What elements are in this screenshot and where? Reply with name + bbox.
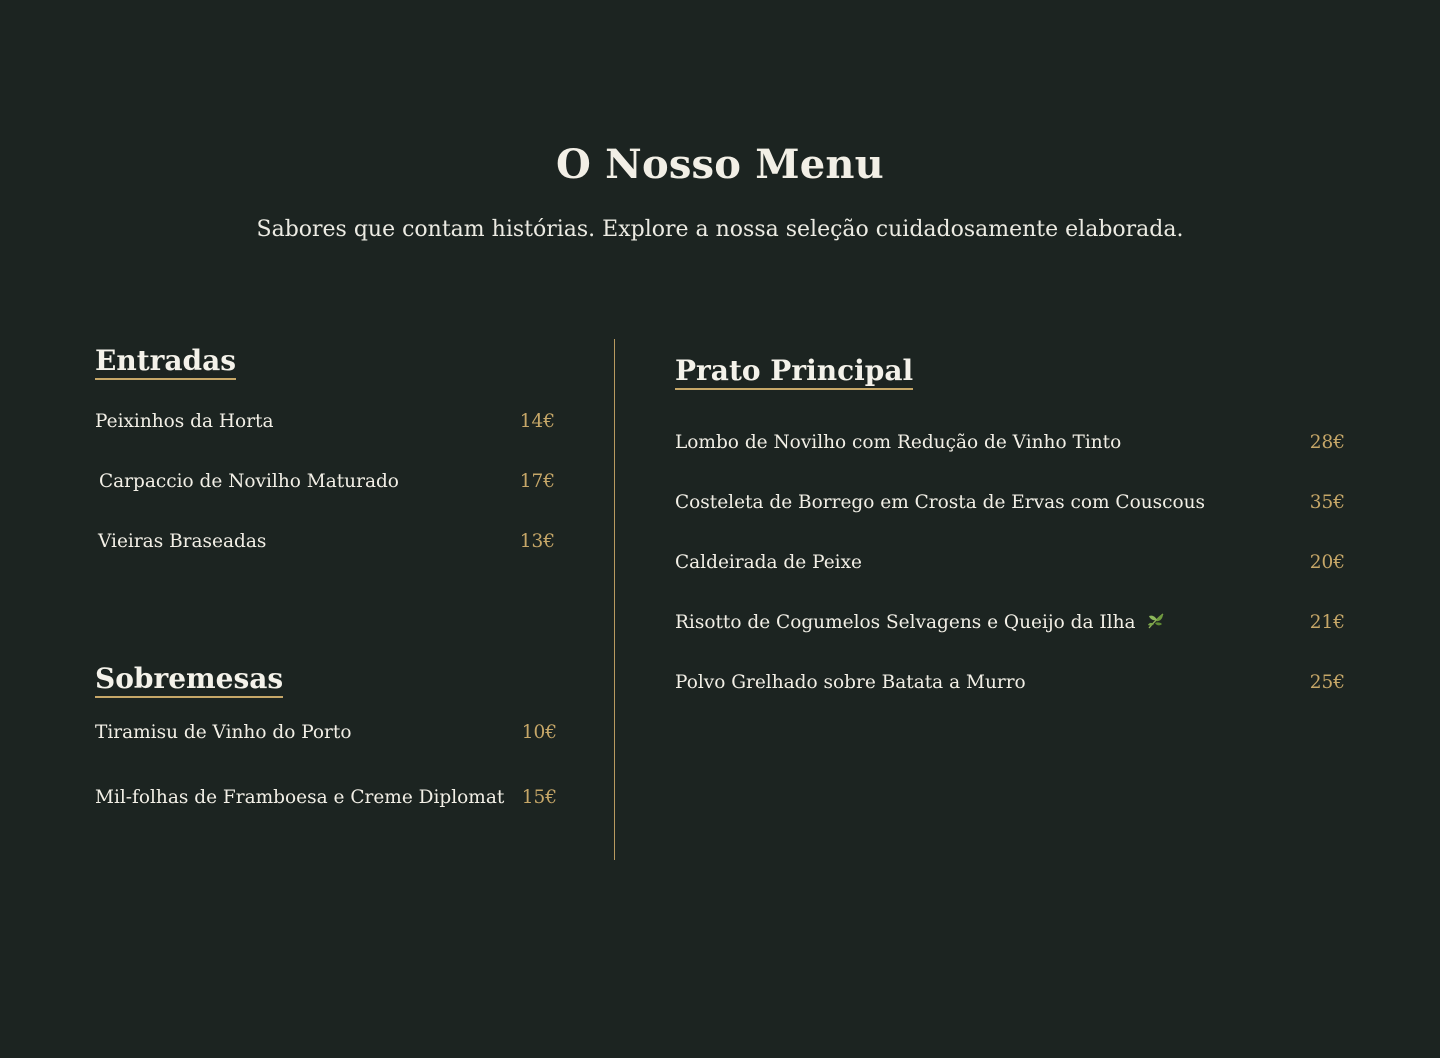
menu-item xyxy=(675,551,1345,575)
menu-item-name: Caldeirada de Peixe xyxy=(675,552,862,573)
menu-item xyxy=(95,410,555,434)
section-title-entradas: Entradas xyxy=(95,344,236,380)
menu-item-price: 35€ xyxy=(1309,492,1345,513)
menu-item-name: Polvo Grelhado sobre Batata a Murro xyxy=(675,672,1026,693)
menu-item-price: 13€ xyxy=(519,531,555,552)
section-title-sobremesas: Sobremesas xyxy=(95,662,283,698)
menu-item-price: 21€ xyxy=(1309,612,1345,633)
menu-item-name: Costeleta de Borrego em Crosta de Ervas com Couscous xyxy=(675,492,1206,513)
menu-item xyxy=(675,611,1345,635)
menu-item xyxy=(95,786,557,810)
section-title-prato-principal: Prato Principal xyxy=(675,354,913,390)
menu-item-price: 14€ xyxy=(519,411,555,432)
menu-item-name: Lombo de Novilho com Redução de Vinho Tinto xyxy=(675,432,1122,453)
column-divider xyxy=(614,339,615,860)
menu-item-name: Vieiras Braseadas xyxy=(98,531,267,552)
menu-item-name: Peixinhos da Horta xyxy=(95,411,274,432)
menu-item-name: Risotto de Cogumelos Selvagens e Queijo da Ilha xyxy=(675,612,1136,633)
menu-item-price: 28€ xyxy=(1309,432,1345,453)
menu-item xyxy=(95,721,557,745)
menu-item-price: 17€ xyxy=(519,471,555,492)
menu-item xyxy=(98,530,555,554)
menu-item-name: Tiramisu de Vinho do Porto xyxy=(95,722,352,743)
page-subtitle: Sabores que contam histórias. Explore a nossa seleção cuidadosamente elaborada. xyxy=(256,217,1184,242)
page-title: O Nosso Menu xyxy=(556,141,884,188)
menu-item-name: Carpaccio de Novilho Maturado xyxy=(99,471,399,492)
menu-item-price: 10€ xyxy=(521,722,557,743)
menu-item xyxy=(99,470,555,494)
menu-item xyxy=(675,431,1345,455)
menu-item-price: 15€ xyxy=(521,787,557,808)
vegetarian-leaf-icon xyxy=(1146,611,1166,631)
menu-item-name: Mil-folhas de Framboesa e Creme Diplomat xyxy=(95,787,505,808)
menu-item-price: 20€ xyxy=(1309,552,1345,573)
menu-item-name-with-icon xyxy=(675,611,1166,635)
menu-item-price: 25€ xyxy=(1309,672,1345,693)
menu-item xyxy=(675,671,1345,695)
menu-item xyxy=(675,491,1345,515)
